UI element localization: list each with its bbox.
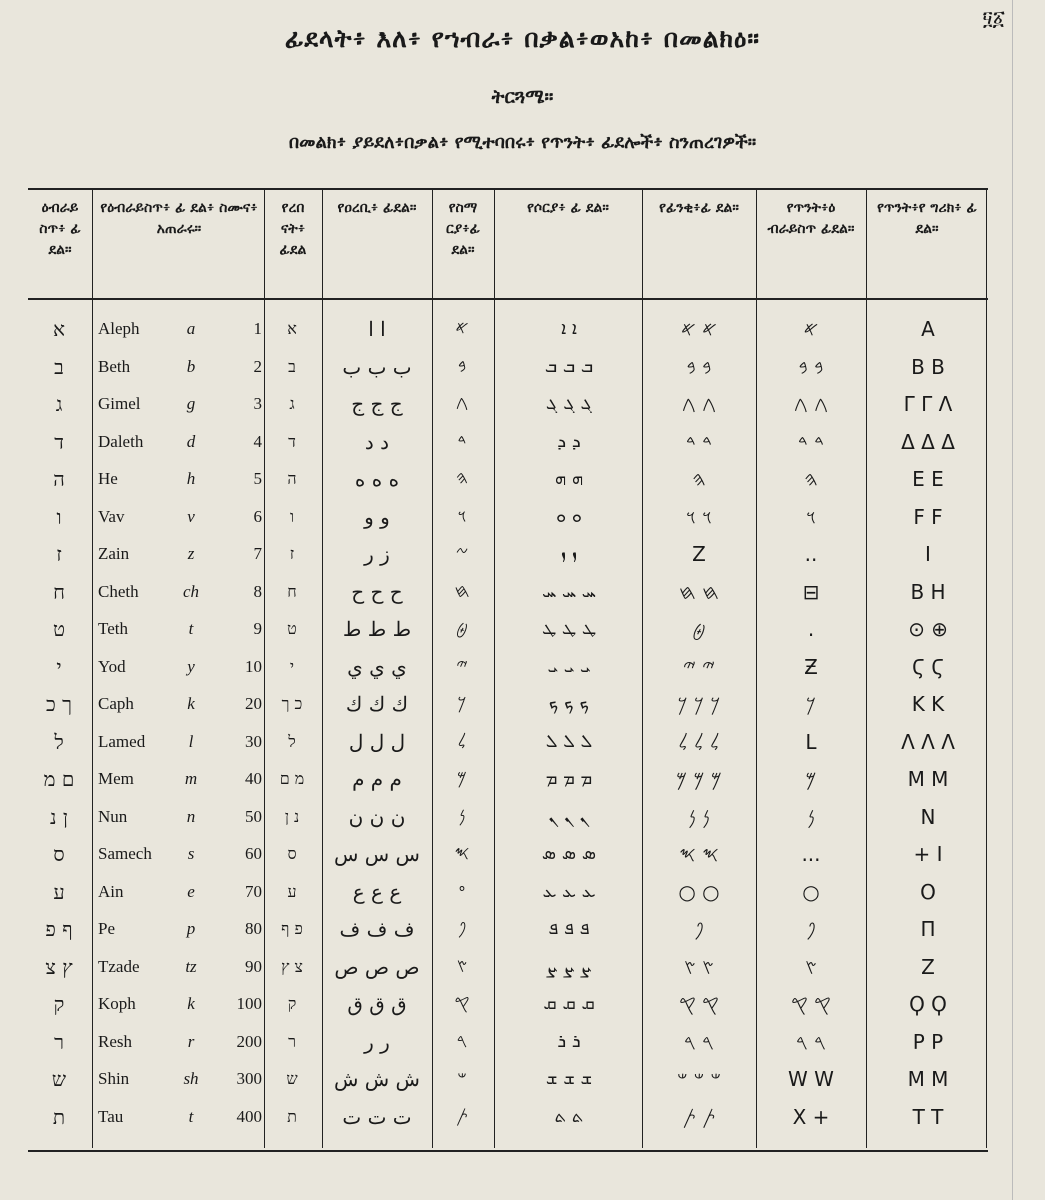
phoenician-letter: 𐤍 𐤍 [688,804,710,829]
latin-equivalent: h [186,469,196,488]
rabbinic-letter: י [289,656,295,676]
numeric-value: 7 [253,544,262,563]
alphabet-table [28,188,988,1152]
samaritan-letter: 𐤓 [456,1030,468,1052]
rabbinic-letter: ד [288,431,296,451]
latin-equivalent: e [187,881,195,901]
arabic-letter: ج ج ج [351,392,403,416]
arabic-letter: ب ب ب [342,354,412,379]
numeric-value: 100 [236,994,262,1013]
samaritan-letter: 𐤕 [456,1105,468,1127]
samaritan-letter: 𐤀 [455,318,469,339]
samaritan-letter: 𐤏 [458,880,466,902]
old-hebrew-letter: . [807,617,815,641]
old-greek-letter: Π [920,917,936,941]
numeric-value: 60 [245,844,262,863]
phoenician-letter: 𐤑 𐤑 [684,954,714,979]
syriac-letter: ܟ ܟ ܟ [548,693,590,714]
table-row [28,1098,988,1136]
hebrew-letter: ג [55,392,63,416]
numeric-value: 70 [245,881,262,901]
samaritan-letter: 𐤁 [457,355,467,377]
hebrew-letter: ח [53,579,65,604]
old-greek-letter: Ϛ Ϛ [911,654,945,679]
old-greek-letter: ⊙ ⊕ [908,617,948,641]
latin-equivalent: n [186,806,196,826]
old-greek-letter: Β Η [910,579,946,604]
table-row [28,723,988,761]
letter-name: Yod [98,656,126,676]
letter-name: Pe [98,919,115,938]
hebrew-letter: ד [54,429,64,454]
old-greek-letter: Ρ Ρ [912,1029,944,1054]
table-header [28,190,988,300]
letter-name: Zain [98,544,130,563]
arabic-letter: ك ك ك [345,692,409,716]
numeric-value: 9 [253,619,262,638]
old-greek-letter: Ϝ Ϝ [913,504,943,529]
old-hebrew-letter: 𐤅 [806,504,816,529]
phoenician-letter: 𐤁 𐤁 [686,354,712,379]
syriac-letter: ܡ ܡ ܡ [545,768,593,789]
arabic-letter: ي ي ي [347,654,407,679]
syriac-letter: ܪ ܪ [557,1030,581,1052]
phoenician-letter: 𐤌 𐤌 𐤌 [676,767,722,791]
hebrew-letter: ט [52,617,66,641]
numeric-value: 10 [245,656,262,676]
rabbinic-letter: ע [287,881,297,901]
old-hebrew-letter: Ƶ [804,654,818,679]
latin-equivalent: m [184,769,198,788]
old-hebrew-letter: ○ [802,879,820,904]
table-row [28,910,988,948]
samaritan-letter: 𐤌 [457,768,467,789]
phoenician-letter: 𐤓 𐤓 [683,1029,715,1054]
rabbinic-letter: ז [289,544,295,563]
table-row [28,685,988,723]
latin-equivalent: g [186,394,196,413]
arabic-letter: ل ل ل [348,729,406,754]
page-number: ፶፩ [982,6,1005,30]
samaritan-letter: 𐤇 [454,580,470,602]
phoenician-letter: Ζ [692,542,706,566]
table-row [28,535,988,573]
rabbinic-letter: מ ם [279,769,305,788]
syriac-letter: ܗ ܗ [554,468,584,489]
samaritan-letter: 𐤆 [455,543,469,564]
table-row [28,648,988,686]
samaritan-letter: 𐤅 [457,505,467,527]
numeric-value: 1 [253,319,262,338]
hebrew-letter: ו [56,504,62,529]
arabic-letter: د د [364,429,390,454]
phoenician-letter: 𐤐 [694,917,704,941]
samaritan-letter: 𐤊 [457,693,467,714]
old-hebrew-letter: X + [792,1104,830,1129]
old-greek-letter: Μ Μ [907,1067,949,1091]
arabic-letter: ز ر [364,542,390,566]
phoenician-letter: 𐤅 𐤅 [686,504,712,529]
letter-name: Mem [98,769,134,788]
hebrew-letter: ב [54,354,64,379]
syriac-letter: ܘ ܘ [556,505,582,527]
letter-name: Caph [98,694,134,713]
syriac-letter: ܕ ܕ [557,430,581,452]
syriac-letter: ܠ ܠ ܠ [545,730,593,752]
header-phoenician: የፊንቂ፥ፊ ደል። [659,200,739,216]
old-greek-letter: Ο [920,879,936,904]
phoenician-letter: 𐤀 𐤀 [680,317,718,341]
numeric-value: 5 [253,469,262,488]
latin-equivalent: z [187,544,195,563]
table-row [28,610,988,648]
letter-name: Tzade [98,956,140,976]
latin-equivalent: d [186,431,196,451]
letter-name: Teth [98,619,128,638]
rabbinic-letter: צ ץ [281,956,303,976]
samaritan-letter: 𐤈 [456,618,468,639]
phoenician-letter: 𐤈 [692,617,706,641]
latin-equivalent: l [188,731,194,751]
rabbinic-letter: פ ף [281,919,303,938]
table-row [28,835,988,873]
arabic-letter: ش ش ش [334,1067,420,1091]
samaritan-letter: 𐤒 [454,993,470,1014]
old-hebrew-letter: 𐤂 𐤂 [793,392,829,416]
letter-name: Nun [98,806,128,826]
table-row [28,985,988,1023]
syriac-letter: ܦ ܦ ܦ [548,918,590,939]
table-row [28,1060,988,1098]
samaritan-letter: 𐤔 [457,1068,467,1089]
arabic-letter: ع ع ع [352,879,402,904]
latin-equivalent: tz [185,956,197,976]
syriac-letter: ܓ ܓ ܓ [545,393,593,414]
table-row [28,460,988,498]
table-row [28,948,988,986]
letter-name: Vav [98,506,125,526]
latin-equivalent: ch [182,581,200,601]
letter-name: Lamed [98,731,146,751]
samaritan-letter: 𐤂 [455,393,469,414]
latin-equivalent: b [186,356,196,376]
arabic-letter: ف ف ف [339,917,415,941]
phoenician-letter: 𐤒 𐤒 [679,992,719,1016]
samaritan-letter: 𐤎 [454,843,470,864]
phoenician-letter: 𐤄 [692,467,706,491]
old-hebrew-letter: ... [801,842,821,866]
arabic-letter: ا ا [368,317,386,341]
old-hebrew-letter: 𐤐 [806,917,816,941]
arabic-letter: ح ح ح [351,579,403,604]
samaritan-letter: 𐤍 [458,805,466,827]
rabbinic-letter: ר [288,1031,296,1051]
old-hebrew-letter: ⊟ [802,579,820,604]
arabic-letter: س س س [334,842,420,866]
samaritan-letter: 𐤄 [455,468,469,489]
table-row [28,573,988,611]
page-subtitle-2: በመልክ፥ ያይደለ፥በቃል፥ የሚተባበሩ፥ የጥንት፥ ፊደሎች፥ ስንጠረገዎች። [288,132,757,153]
syriac-letter: ܐ ܐ [561,318,577,339]
table-row [28,310,988,348]
latin-equivalent: sh [183,1069,199,1088]
hebrew-letter: ן נ [50,804,68,829]
letter-name: Koph [98,994,136,1013]
header-hebrew: ዕብራይ ስጥ፥ ፊ ደል። [39,200,81,258]
syriac-letter: ܫ ܫ ܫ [545,1068,593,1089]
syriac-letter: ܛ ܛ ܛ [541,618,597,639]
rabbinic-letter: ה [287,469,297,488]
arabic-letter: ه ه ه [354,467,400,491]
rabbinic-letter: ב [288,356,296,376]
old-greek-letter: Ι [925,542,931,566]
old-hebrew-letter: 𐤀 [803,317,819,341]
table-row [28,423,988,461]
hebrew-letter: ם מ [43,767,75,791]
phoenician-letter: 𐤋 𐤋 𐤋 [678,729,720,754]
old-greek-letter: Δ Δ Δ [901,429,955,454]
old-hebrew-letter: 𐤒 𐤒 [791,992,831,1016]
table-row [28,798,988,836]
header-syriac: የሶርያ፥ ፊ ደል። [527,200,609,216]
old-greek-letter: Γ Γ Λ [903,392,953,416]
syriac-letter: ܚ ܚ ܚ [542,580,596,602]
old-hebrew-letter: 𐤍 [807,804,815,829]
header-rabbinic: የረበ ናት፥ ፊደል [279,200,307,258]
header-arabic: የዐረቢ፥ ፊደል። [337,200,417,216]
rabbinic-letter: ג [289,394,295,413]
rabbinic-letter: ס [287,844,297,863]
old-hebrew-letter: W W [788,1067,834,1091]
letter-name: He [98,469,118,488]
page-edge [1012,0,1013,1200]
latin-equivalent: a [186,319,196,338]
old-greek-letter: Ϙ Ϙ [909,992,947,1016]
phoenician-letter: 𐤃 𐤃 [685,429,713,454]
old-greek-letter: Μ Μ [907,767,949,791]
letter-name: Beth [98,356,131,376]
numeric-value: 40 [245,769,262,788]
syriac-letter: ܬ ܬ [554,1105,584,1127]
header-old-greek: የጥንት፥የ ግሪክ፥ ፊ ደል። [877,200,977,237]
hebrew-letter: ץ צ [45,954,73,979]
phoenician-letter: 𐤕 𐤕 [682,1104,716,1129]
table-row [28,760,988,798]
numeric-value: 300 [236,1069,262,1088]
old-greek-letter: Α [921,317,935,341]
old-greek-letter: Ν [920,804,936,829]
header-hebrew-name: የዕብራይስጥ፥ ፊ ደል፥ ስሙና፥ አጠራሩ። [100,200,258,237]
numeric-value: 400 [236,1106,262,1126]
letter-name: Tau [98,1106,124,1126]
syriac-letter: ܨ ܨ ܨ [546,955,592,977]
hebrew-letter: ף פ [45,917,73,941]
hebrew-letter: ק [53,992,65,1016]
old-hebrew-letter: 𐤊 [806,692,816,716]
samaritan-letter: 𐤋 [457,730,467,752]
syriac-letter: ܩ ܩ ܩ [543,993,595,1014]
old-greek-letter: Κ Κ [911,692,945,716]
old-greek-letter: Τ Τ [912,1104,944,1129]
numeric-value: 30 [245,731,262,751]
letter-name: Ain [98,881,124,901]
samaritan-letter: 𐤐 [457,918,467,939]
arabic-letter: ص ص ص [334,954,420,979]
numeric-value: 4 [253,431,262,451]
hebrew-letter: ל [54,729,64,754]
numeric-value: 200 [236,1031,262,1051]
old-greek-letter: Β Β [911,354,945,379]
header-old-hebrew: የጥንት፥ዕ ብራይስጥ ፊደል። [767,200,855,237]
old-hebrew-letter: 𐤁 𐤁 [798,354,824,379]
hebrew-letter: ע [53,879,65,904]
latin-equivalent: t [188,619,194,638]
numeric-value: 3 [253,394,262,413]
latin-equivalent: t [188,1106,194,1126]
samaritan-letter: 𐤑 [456,955,468,977]
samaritan-letter: 𐤃 [457,430,467,452]
arabic-letter: ر ر [364,1029,390,1054]
syriac-letter: ܙ ܙ [560,543,578,564]
rabbinic-letter: ח [287,581,297,601]
arabic-letter: و و [364,504,390,529]
phoenician-letter: 𐤊 𐤊 𐤊 [677,692,721,716]
old-hebrew-letter: 𐤑 [805,954,817,979]
numeric-value: 6 [253,506,262,526]
syriac-letter: ܥ ܥ ܥ [542,880,596,902]
numeric-value: 20 [245,694,262,713]
rabbinic-letter: כ ך [281,694,303,713]
numeric-value: 90 [245,956,262,976]
numeric-value: 50 [245,806,262,826]
hebrew-letter: ר [54,1029,64,1054]
old-hebrew-letter: 𐤃 𐤃 [797,429,825,454]
phoenician-letter: 𐤂 𐤂 [681,392,717,416]
old-hebrew-letter: 𐤄 [804,467,818,491]
syriac-letter: ܢ ܢ ܢ [548,805,590,827]
table-row [28,498,988,536]
letter-name: Daleth [98,431,144,451]
arabic-letter: ن ن ن [348,804,406,829]
latin-equivalent: r [187,1031,195,1051]
phoenician-letter: ○ ○ [678,879,720,904]
letter-name: Resh [98,1031,132,1051]
latin-equivalent: k [187,994,195,1013]
phoenician-letter: 𐤎 𐤎 [679,842,719,866]
rabbinic-letter: ו [289,506,295,526]
letter-name: Cheth [98,581,139,601]
rabbinic-letter: ל [288,731,296,751]
old-greek-letter: + Ι [913,842,943,866]
rabbinic-letter: ת [287,1106,297,1126]
phoenician-letter: 𐤇 𐤇 [679,579,719,604]
hebrew-letter: א [52,317,65,341]
syriac-letter: ܝ ܝ ܝ [547,655,591,677]
old-hebrew-letter: 𐤓 𐤓 [795,1029,827,1054]
letter-name: Gimel [98,394,141,413]
syriac-letter: ܣ ܣ ܣ [541,843,597,864]
latin-equivalent: y [187,656,195,676]
numeric-value: 80 [245,919,262,938]
hebrew-letter: ך כ [46,692,72,716]
letter-name: Aleph [98,319,140,338]
old-greek-letter: Ζ [921,954,935,979]
arabic-letter: ط ط ط [342,617,412,641]
rabbinic-letter: ט [287,619,297,638]
latin-equivalent: s [187,844,195,863]
old-hebrew-letter: L [805,729,817,754]
samaritan-letter: 𐤉 [456,655,468,677]
old-hebrew-letter: 𐤌 [805,767,817,791]
letter-name: Shin [98,1069,130,1088]
phoenician-letter: 𐤔 𐤔 𐤔 [677,1067,721,1091]
numeric-value: 8 [253,581,262,601]
arabic-letter: ت ت ت [342,1104,412,1129]
table-row [28,1023,988,1061]
rabbinic-letter: א [287,319,297,338]
rabbinic-letter: ק [287,994,297,1013]
old-greek-letter: Ε Ε [912,467,944,491]
numeric-value: 2 [253,356,262,376]
page-title: ፊደላት፥ እለ፥ የኀብራ፥ በቃል፥ወአከ፥ በመልክዕ። [284,24,761,53]
header-samaritan: የስማ ርያ፥ፊ ደል። [446,200,480,258]
table-row [28,385,988,423]
arabic-letter: م م م [352,767,402,791]
rabbinic-letter: נ ן [284,806,300,826]
latin-equivalent: p [186,919,196,938]
old-greek-letter: Λ Λ Λ [901,729,955,754]
latin-equivalent: k [187,694,195,713]
hebrew-letter: ת [52,1104,66,1129]
letter-name: Samech [98,844,152,863]
table-row [28,348,988,386]
syriac-letter: ܒ ܒ ܒ [544,355,594,377]
hebrew-letter: ס [53,842,65,866]
table-row [28,873,988,911]
latin-equivalent: v [187,506,195,526]
page-subtitle: ትርጓሜ። [491,86,554,108]
phoenician-letter: 𐤉 𐤉 [682,654,716,679]
old-hebrew-letter: .. [804,542,818,566]
hebrew-letter: ז [56,542,62,566]
hebrew-letter: י [56,654,62,679]
hebrew-letter: ש [51,1067,67,1091]
arabic-letter: ق ق ق [347,992,407,1016]
hebrew-letter: ה [53,467,65,491]
rabbinic-letter: ש [286,1069,298,1088]
